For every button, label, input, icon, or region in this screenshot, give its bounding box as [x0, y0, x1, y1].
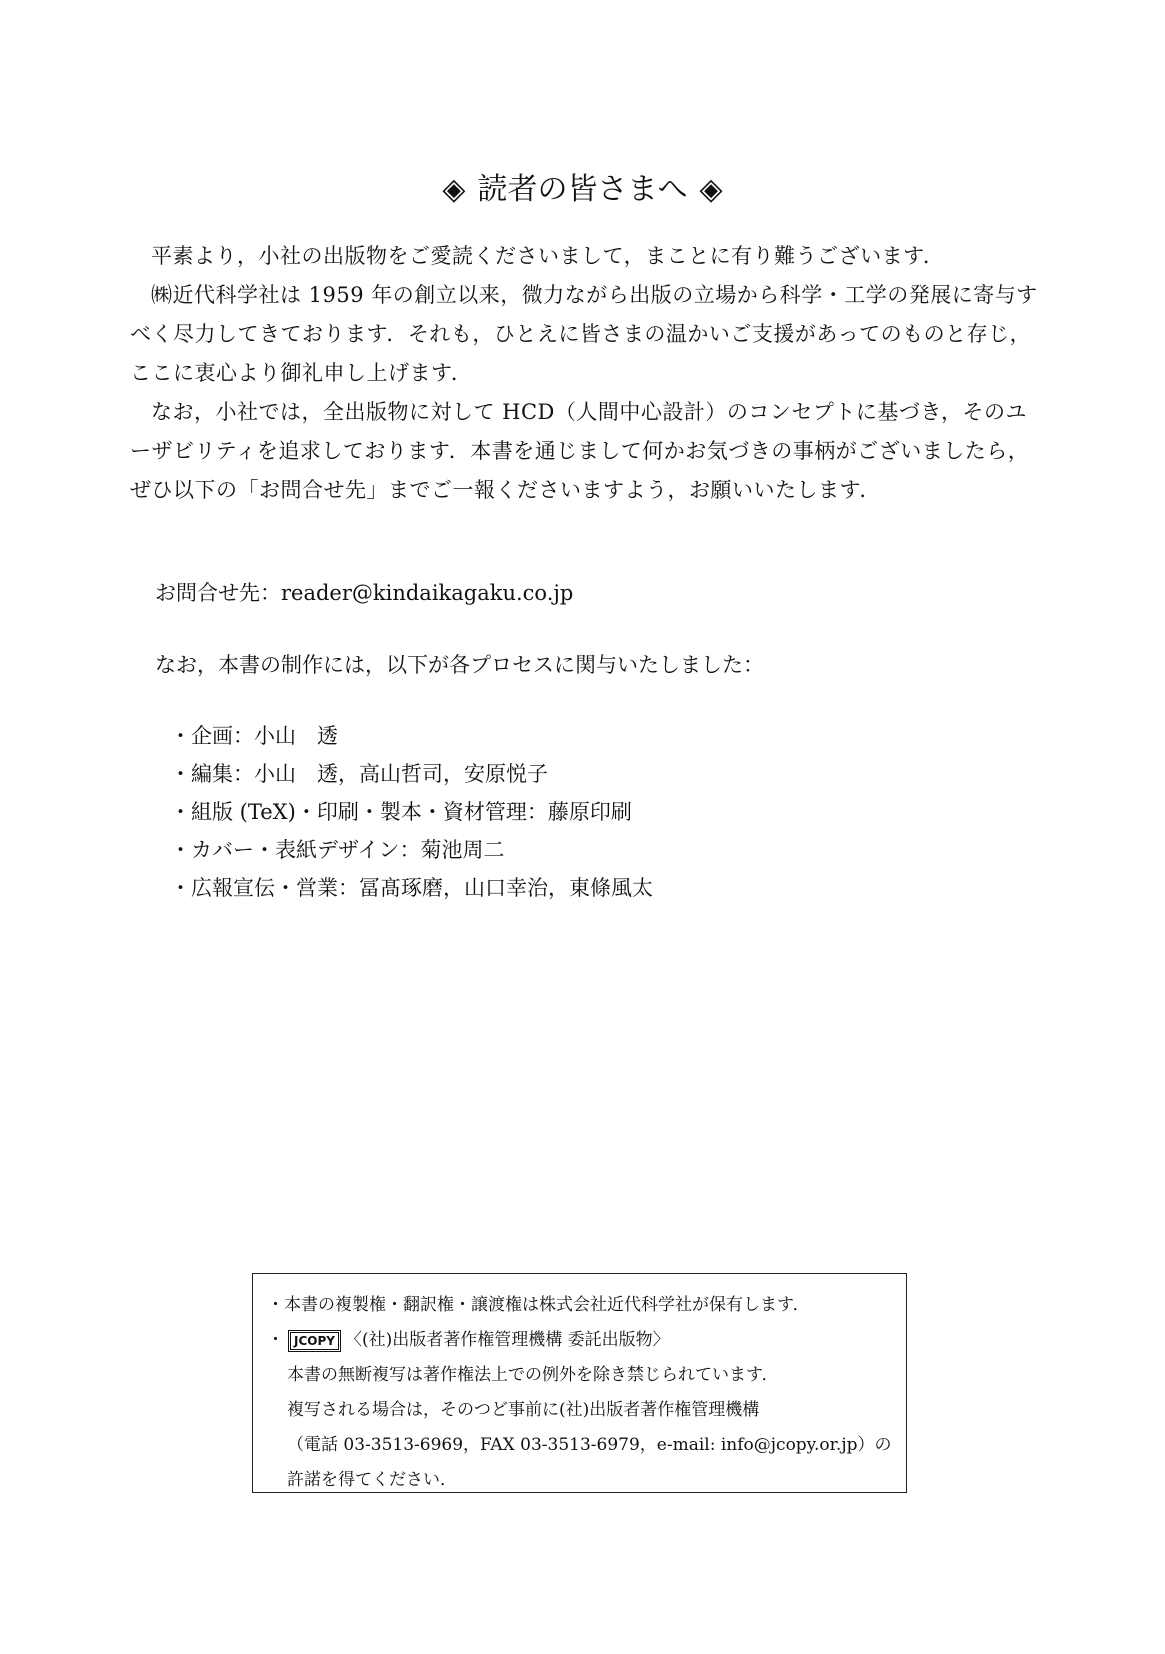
credit-editing: ・編集：小山 透，高山哲司，安原悦子	[170, 762, 548, 786]
jcopy-entrusted-text: 〈(社)出版者著作権管理機構 委託出版物〉	[344, 1330, 670, 1350]
paragraph-history: ㈱近代科学社は 1959 年の創立以来，微力ながら出版の立場から科学・工学の発展に寄与すべく尽力してきております．それも，ひとえに皆さまの温かいご支援があってのものと存じ，ここに衷心より御礼申し上げます．	[130, 283, 1038, 385]
paragraph-greeting: 平素より，小社の出版物をご愛読くださいまして，まことに有り難うございます．	[151, 244, 945, 268]
contact-info: お問合せ先：reader@kindaikagaku.co.jp	[155, 581, 574, 605]
credits-list	[170, 717, 653, 907]
diamond-ornament-icon: ◈	[699, 172, 723, 207]
credit-planning: ・企画：小山 透	[170, 724, 338, 748]
credit-design: ・カバー・表紙デザイン：菊池周二	[170, 838, 505, 862]
jcopy-line	[267, 1323, 892, 1358]
jcopy-logo-text: JCOPY	[290, 1332, 339, 1350]
copyright-notice-box	[252, 1273, 907, 1493]
credit-marketing: ・広報宣伝・営業：冨髙琢磨，山口幸治，東條風太	[170, 876, 653, 900]
page-title-text: 読者の皆さまへ	[477, 172, 688, 207]
permission-request-line: 許諾を得てください．	[287, 1470, 457, 1490]
bullet: ・	[267, 1330, 284, 1350]
copy-permission-line: 複写される場合は，そのつど事前に(社)出版者著作権管理機構	[287, 1400, 760, 1420]
copy-prohibition-line: 本書の無断複写は著作権法上での例外を除き禁じられています．	[287, 1365, 779, 1385]
paragraph-hcd: なお，小社では，全出版物に対して HCD（人間中心設計）のコンセプトに基づき，そのユーザビリティを追求しております．本書を通じまして何かお気づきの事柄がございましたら，ぜひ以下の「お問合せ先」までご一報くださいますよう，お願いいたします．	[130, 400, 1030, 502]
jcopy-logo	[288, 1330, 341, 1352]
greeting-paragraphs	[130, 237, 1040, 510]
process-intro: なお，本書の制作には，以下が各プロセスに関与いたしました：	[155, 653, 764, 677]
copyright-line: ・本書の複製権・翻訳権・譲渡権は株式会社近代科学社が保有します．	[267, 1295, 810, 1315]
page-title	[0, 168, 1165, 212]
credit-production: ・組版 (TeX)・印刷・製本・資材管理：藤原印刷	[170, 800, 632, 824]
contact-numbers-line: （電話 03-3513-6969，FAX 03-3513-6979，e-mail: info@jcopy.or.jp）の	[287, 1435, 892, 1455]
diamond-ornament-icon: ◈	[442, 172, 466, 207]
